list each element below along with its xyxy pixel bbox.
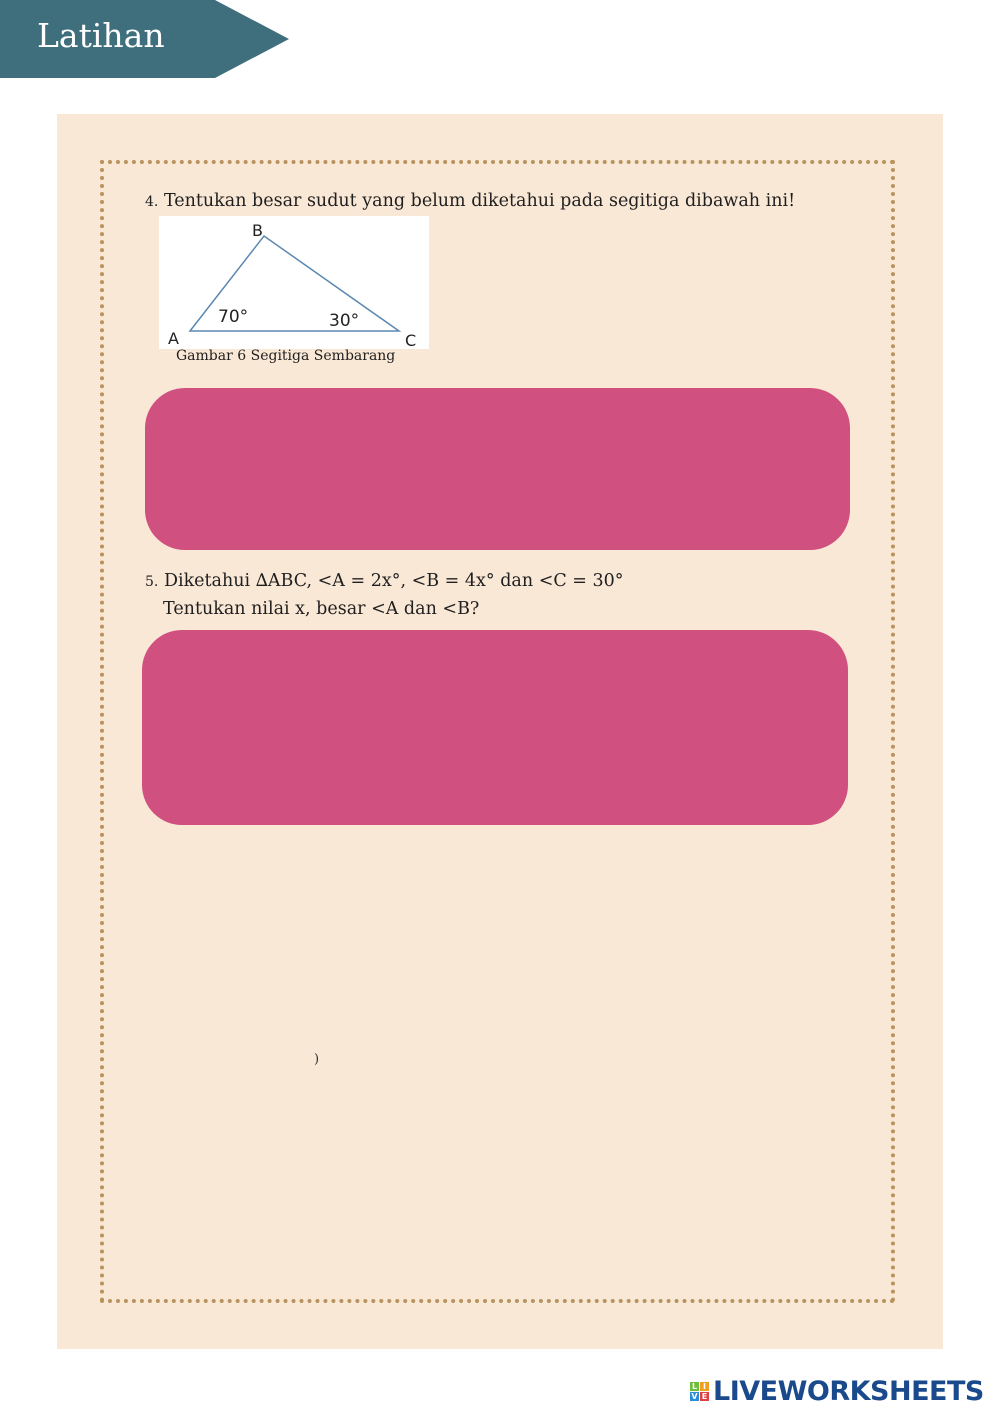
vertex-c-label: C: [405, 331, 417, 349]
figure-caption: Gambar 6 Segitiga Sembarang: [176, 348, 396, 364]
title-banner: [0, 0, 290, 78]
angle-a-label: 70°: [218, 307, 249, 327]
question-5-line-2: Tentukan nilai x, besar <A dan <B?: [163, 599, 480, 619]
angle-c-label: 30°: [329, 311, 360, 331]
page-title: Latihan: [37, 16, 165, 55]
vertex-b-label: B: [252, 221, 263, 240]
question-4: [145, 191, 795, 211]
liveworksheets-logo: [690, 1376, 984, 1406]
triangle-diagram: [159, 216, 429, 349]
question-5-line-1: Diketahui ∆ABC, <A = 2x°, <B = 4x° dan <C = 30°: [163, 571, 624, 591]
logo-text: LIVEWORKSHEETS: [713, 1375, 984, 1407]
stray-mark: ): [314, 1052, 320, 1067]
answer-box-4[interactable]: [145, 388, 850, 550]
logo-icon: L I V E: [691, 1381, 708, 1401]
triangle-figure: [159, 216, 429, 349]
question-5: [145, 571, 624, 591]
question-4-text: Tentukan besar sudut yang belum diketahui pada segitiga dibawah ini!: [163, 191, 796, 211]
question-4-number: 4.: [145, 194, 159, 210]
answer-box-5[interactable]: [142, 630, 848, 825]
vertex-a-label: A: [168, 329, 179, 348]
question-5-number: 5.: [145, 574, 159, 590]
